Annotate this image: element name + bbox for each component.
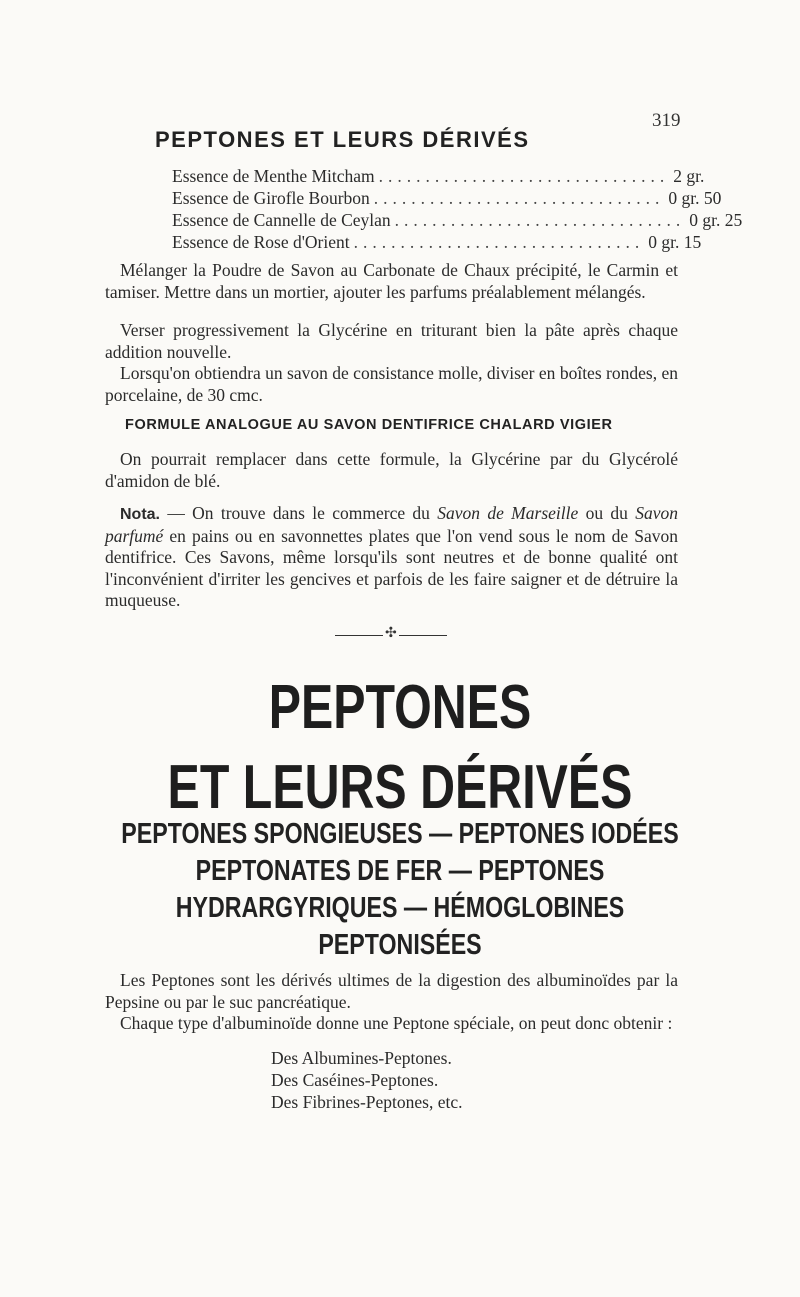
- dot-leader: ...............................: [353, 232, 645, 252]
- ingredient-name: Essence de Cannelle de Ceylan: [172, 210, 391, 230]
- nota-text: en pains ou en savonnettes plates que l'on vend sous le nom de Savon dentifrice. Ces Savons, même lorsqu'ils sont neutres et de bonne qualité ont l'inconvénient d'irriter les gencives et parfois de les faire saigner et de détruire la muqueuse.: [105, 525, 678, 610]
- chapter-subtitle: PEPTONATES DE FER — PEPTONES: [195, 855, 605, 887]
- separator-line: [335, 635, 383, 636]
- page-number: 319: [652, 110, 681, 131]
- ingredient-quantity: 2 gr.: [673, 166, 705, 186]
- paragraph-text: Lorsqu'on obtiendra un savon de consistance molle, diviser en boîtes rondes, en porcelaine, de 30 cmc.: [105, 363, 678, 405]
- chapter-subtitle: PEPTONISÉES: [318, 929, 482, 961]
- paragraph-text: [105, 503, 678, 612]
- ingredient-row: [172, 209, 743, 231]
- ingredient-quantity: 0 gr. 50: [668, 188, 722, 208]
- formula-heading: FORMULE ANALOGUE AU SAVON DENTIFRICE CHALARD VIGIER: [125, 417, 613, 433]
- paragraph-glycerine: [105, 320, 678, 363]
- ornament-icon: ✣: [385, 626, 397, 641]
- list-item: Des Caséines-Peptones.: [271, 1070, 439, 1090]
- paragraph-consistency: [105, 363, 678, 406]
- nota-text: — On trouve dans le commerce du: [160, 503, 438, 523]
- chapter-title: ET LEURS DÉRIVÉS: [167, 753, 633, 822]
- paragraph-nota: [105, 503, 678, 612]
- running-head: PEPTONES ET LEURS DÉRIVÉS: [155, 127, 530, 152]
- nota-label: Nota.: [120, 506, 160, 523]
- dot-leader: ...............................: [394, 210, 686, 230]
- chapter-subtitle: PEPTONES SPONGIEUSES — PEPTONES IODÉES: [121, 818, 679, 850]
- nota-emphasis: Savon parfumé: [105, 503, 678, 546]
- chapter-intro: [105, 970, 678, 1035]
- list-item: Des Albumines-Peptones.: [271, 1048, 452, 1068]
- dot-leader: ...............................: [373, 188, 665, 208]
- ingredient-quantity: 0 gr. 15: [648, 232, 702, 252]
- ingredient-row: [172, 187, 722, 209]
- ingredient-name: Essence de Menthe Mitcham: [172, 166, 375, 186]
- nota-emphasis: Savon de Marseille: [437, 503, 579, 523]
- ingredient-name: Essence de Rose d'Orient: [172, 232, 350, 252]
- separator-line: [399, 635, 447, 636]
- paragraph-text: Verser progressivement la Glycérine en triturant bien la pâte après chaque addition nouvelle.: [105, 320, 678, 362]
- paragraph-text: Mélanger la Poudre de Savon au Carbonate de Chaux précipité, le Carmin et tamiser. Mettre dans un mortier, ajouter les parfums préalablement mélangés.: [105, 260, 678, 302]
- ingredient-row: [172, 231, 702, 253]
- paragraph-text: On pourrait remplacer dans cette formule, la Glycérine par du Glycérolé d'amidon de blé.: [105, 449, 678, 491]
- dot-leader: ...............................: [378, 166, 670, 186]
- peptone-examples: [271, 1047, 463, 1113]
- paragraph-alternative: [105, 449, 678, 492]
- paragraph-text: Les Peptones sont les dérivés ultimes de la digestion des albuminoïdes par la Pepsine ou par le suc pancréatique.: [105, 970, 678, 1012]
- section-separator: [335, 626, 447, 641]
- nota-text: ou du: [578, 503, 636, 523]
- ingredient-quantity: 0 gr. 25: [689, 210, 743, 230]
- ingredient-list: [172, 165, 743, 253]
- ingredient-row: [172, 165, 705, 187]
- paragraph-text: Chaque type d'albuminoïde donne une Peptone spéciale, on peut donc obtenir :: [120, 1013, 673, 1033]
- paragraph-mixing: [105, 260, 678, 303]
- ingredient-name: Essence de Girofle Bourbon: [172, 188, 370, 208]
- chapter-title: PEPTONES: [268, 673, 532, 742]
- list-item: Des Fibrines-Peptones, etc.: [271, 1092, 463, 1112]
- chapter-subtitle: HYDRARGYRIQUES — HÉMOGLOBINES: [175, 892, 625, 924]
